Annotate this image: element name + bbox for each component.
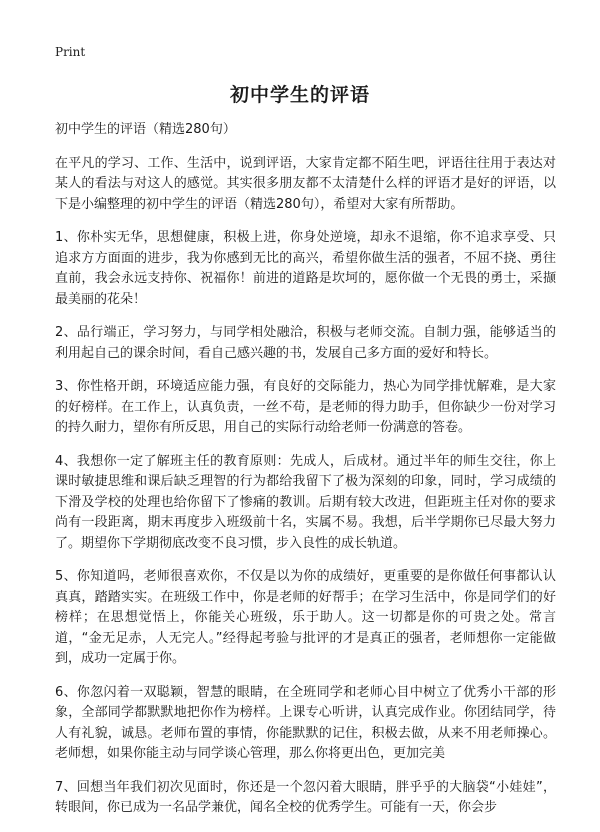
comment-paragraph-3: 3、你性格开朗，环境适应能力强，有良好的交际能力，热心为同学排忧解难，是大家的好榜样。在工作上，认真负责，一丝不苟，是老师的得力助手，但你缺少一份对学习的持久耐力，望你有所反思，用自己的实际行动给老师一份满意的答卷。	[55, 379, 556, 435]
comment-paragraph-5: 5、你知道吗，老师很喜欢你，不仅是以为你的成绩好，更重要的是你做任何事都认认真真，踏踏实实。在班级工作中，你是老师的好帮手；在学习生活中，你是同学们的好榜样；在思想觉悟上，你能关心班级，乐于助人。这一切都是你的可贵之处。常言道，“金无足赤，人无完人。”经得起考验与批评的才是真正的强者，老师想你一定能做到，成功一定属于你。	[55, 569, 556, 666]
comment-paragraph-1: 1、你朴实无华，思想健康，积极上进，你身处逆境，却永不退缩，你不追求享受、只追求方方面面的进步，我为你感到无比的高兴，希望你做生活的强者，不屈不挠、勇往直前，我会永远支持你、祝福你！前进的道路是坎坷的，愿你做一个无畏的勇士，采撷最美丽的花朵！	[55, 230, 556, 307]
comment-paragraph-2: 2、品行端正，学习努力，与同学相处融洽，积极与老师交流。自制力强，能够适当的利用起自己的课余时间，看自己感兴趣的书，发展自己多方面的爱好和特长。	[55, 325, 556, 361]
document-title: 初中学生的评语	[229, 84, 370, 106]
comment-paragraph-7: 7、回想当年我们初次见面时，你还是一个忽闪着大眼睛，胖乎乎的大脑袋“小娃娃”，转眼间，你已成为一名品学兼优，闻名全校的优秀学生。可能有一天，你会步	[55, 779, 556, 815]
comment-paragraph-4: 4、我想你一定了解班主任的教育原则：先成人，后成材。通过半年的师生交往，你上课时敏捷思维和课后缺乏理智的行为都给我留下了极为深刻的印象，同时，学习成绩的下滑及学校的处理也给你留下了惨痛的教训。后期有较大改进，但距班主任对你的要求尚有一段距离，期末再度步入班级前十名，实属不易。我想，后半学期你已尽最大努力了。期望你下学期彻底改变不良习惯，步入良性的成长轨道。	[55, 453, 556, 551]
intro-paragraph: 在平凡的学习、工作、生活中，说到评语，大家肯定都不陌生吧，评语往往用于表达对某人的看法与对这人的感觉。其实很多朋友都不太清楚什么样的评语才是好的评语，以下是小编整理的初中学生的评语（精选280句），希望对大家有所帮助。	[55, 155, 556, 212]
comment-paragraph-6: 6、你忽闪着一双聪颖，智慧的眼睛，在全班同学和老师心目中树立了优秀小干部的形象，全部同学都默默地把你作为榜样。上课专心听讲，认真完成作业。你团结同学，待人有礼貌，诚恳。老师布置的事情，你能默默的记住，积极去做，从来不用老师操心。老师想，如果你能主动与同学谈心管理，那么你将更出色，更加完美	[55, 684, 556, 761]
document-body	[55, 120, 556, 832]
document-subtitle: 初中学生的评语（精选280句）	[55, 122, 236, 137]
print-link[interactable]: Print	[55, 45, 86, 59]
